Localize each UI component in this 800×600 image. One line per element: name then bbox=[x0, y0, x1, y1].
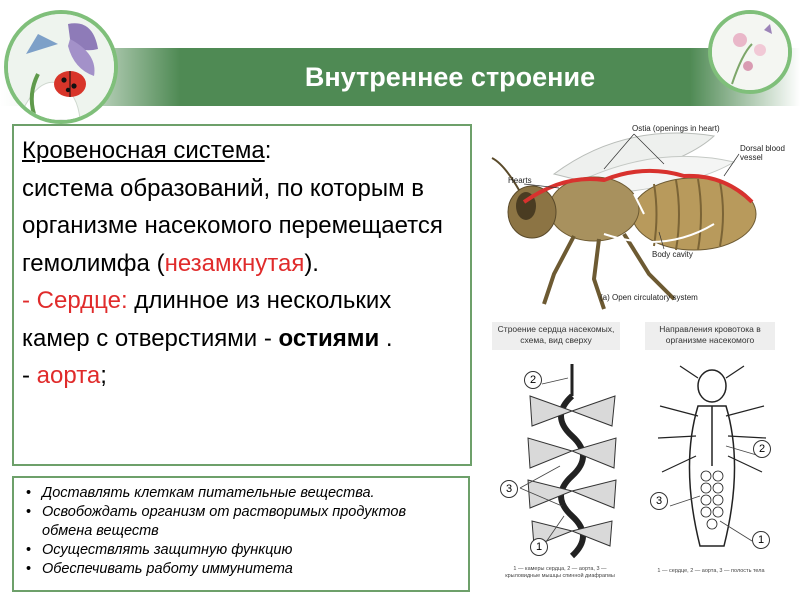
term-colon: : bbox=[264, 137, 272, 164]
function-item: • Освобождать организм от растворимых продуктов обмена веществ bbox=[24, 503, 460, 541]
label-body-cavity: Body cavity bbox=[652, 250, 693, 259]
aorta-term: аорта bbox=[36, 362, 101, 389]
bee-caption: (a) Open circulatory system bbox=[600, 293, 698, 302]
ladybug-butterfly-picture bbox=[4, 10, 118, 124]
functions-list bbox=[24, 484, 460, 579]
heart-paragraph bbox=[22, 282, 462, 357]
label-aorta-flow-number: 2 bbox=[753, 440, 771, 458]
flowers-picture bbox=[708, 10, 792, 94]
aorta-end: ; bbox=[100, 362, 107, 389]
blood-flow-title: Направления кровотока в организме насекомого bbox=[645, 322, 775, 350]
slide-title: Внутреннее строение bbox=[304, 62, 596, 92]
functions-box bbox=[12, 476, 470, 592]
function-item: • Осуществлять защитную функцию bbox=[24, 541, 460, 560]
function-item: • Доставлять клеткам питательные вещества. bbox=[24, 484, 460, 503]
label-dorsal-vessel: Dorsal blood vessel bbox=[740, 144, 785, 162]
ostia-term: остиями bbox=[278, 324, 380, 352]
circulatory-system-text bbox=[12, 124, 472, 466]
heart-structure-caption: 1 — камеры сердца, 2 — аорта, 3 — крыловидные мышцы спинной диафрагмы bbox=[505, 566, 615, 579]
definition-end: ). bbox=[304, 249, 319, 277]
label-wing-muscles-number: 3 bbox=[500, 480, 518, 498]
heart-text: длинное из нескольких камер с отверстиями - bbox=[22, 287, 392, 352]
heart-structure-title: Строение сердца насекомых, схема, вид сверху bbox=[492, 322, 620, 350]
function-item: • Обеспечивать работу иммунитета bbox=[24, 560, 460, 579]
heart-structure-illustration bbox=[490, 356, 630, 564]
label-heart-chambers-number: 1 bbox=[530, 538, 548, 556]
definition-start: система образований, по которым в организме насекомого перемещается гемолимфа ( bbox=[22, 174, 443, 277]
label-body-cavity-number: 3 bbox=[650, 492, 668, 510]
label-heart-flow-number: 1 bbox=[752, 531, 770, 549]
heart-label: - Сердце: bbox=[22, 287, 128, 314]
label-aorta-number: 2 bbox=[524, 371, 542, 389]
aorta-paragraph bbox=[22, 357, 462, 395]
definition-paragraph bbox=[22, 132, 462, 282]
term-circulatory-system: Кровеносная система bbox=[22, 137, 265, 164]
label-hearts: Hearts bbox=[508, 176, 532, 185]
heart-end: . bbox=[379, 324, 393, 352]
open-type-highlight: незамкнутая bbox=[164, 249, 305, 277]
blood-flow-caption: 1 — сердце, 2 — аорта, 3 — полость тела bbox=[657, 568, 765, 574]
label-ostia: Ostia (openings in heart) bbox=[632, 124, 720, 133]
aorta-prefix: - bbox=[22, 362, 37, 389]
heart-structure-diagram bbox=[490, 356, 630, 564]
